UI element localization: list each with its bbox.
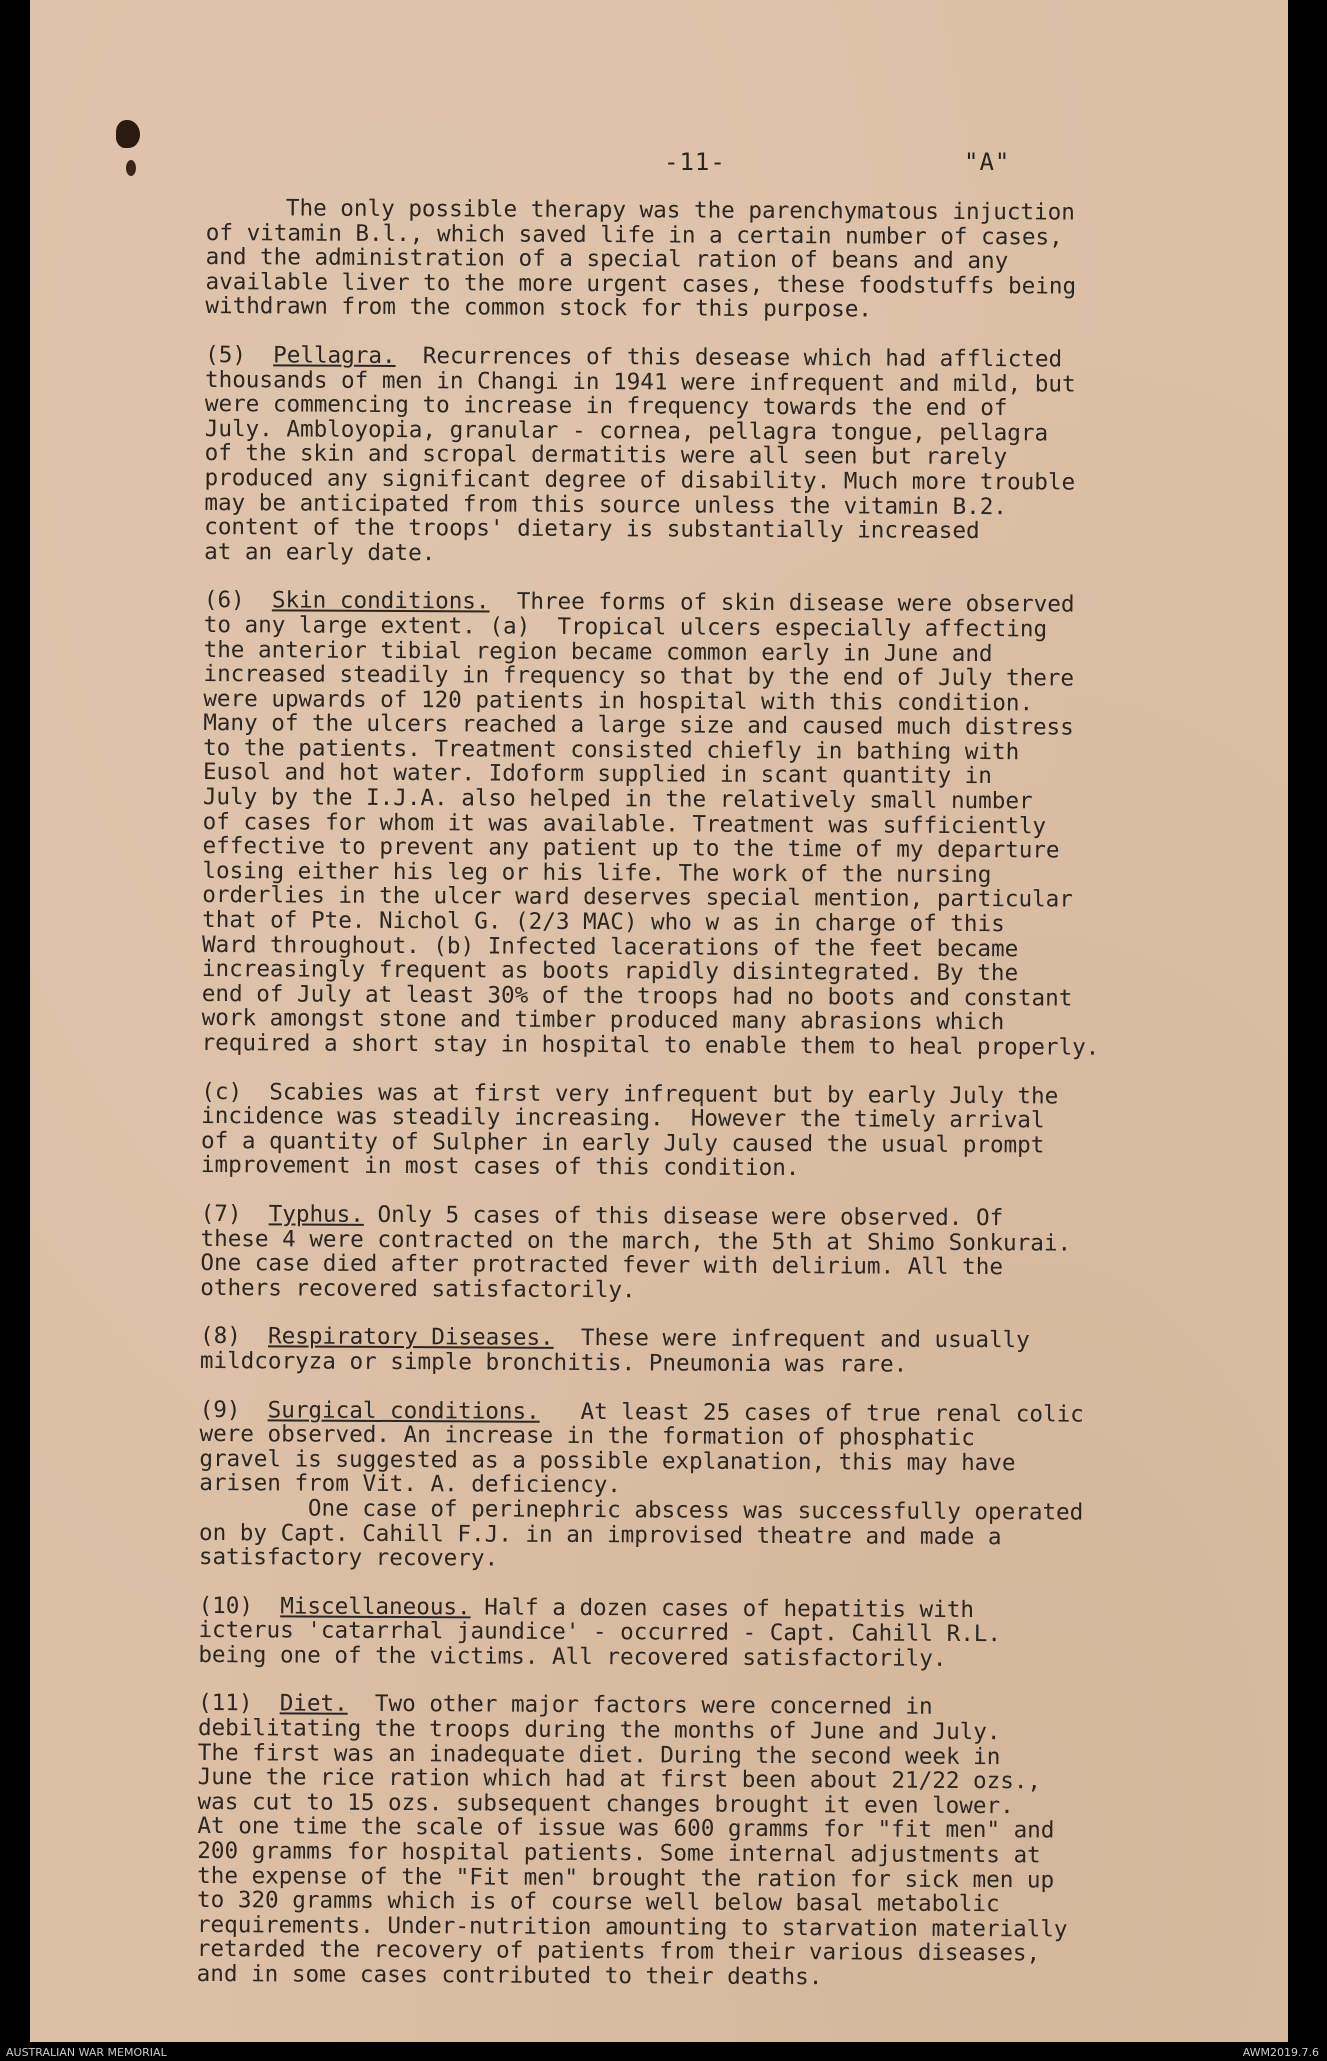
footer-reference: AWM2019.7.6 [1242,2046,1319,2059]
text-line: these 4 were contracted on the march, the 5th at Shimo Sonkurai. [200,1225,1072,1257]
text-line: of vitamin B.l., which saved life in a certain number of cases, [205,219,1063,251]
text-line: Eusol and hot water. Idoform supplied in scant quantity in [202,759,992,790]
text-line: icterus 'catarrhal jaundice' - occurred - Capt. Cahill R.L. [198,1617,1002,1648]
text-line: 200 gramms for hospital patients. Some internal adjustments at [197,1838,1041,1869]
text-line: was cut to 15 ozs. subsequent changes brought it even lower. [197,1788,1014,1820]
text-line: satisfactory recovery. [198,1544,499,1572]
text-line: One case died after protracted fever with delirium. All the [200,1250,1004,1281]
paragraph [200,1324,1180,1378]
text-line: (11) Diet. Two other major factors were concerned in [198,1690,933,1721]
text-line: to the patients. Treatment consisted chiefly in bathing with [203,734,1020,766]
text-line: others recovered satisfactorily. [200,1274,636,1304]
text-line: (9) Surgical conditions. At least 25 cases of true renal colic [199,1396,1084,1428]
text-line: required a short stay in hospital to enable them to heal properly. [201,1029,1100,1061]
text-line: At one time the scale of issue was 600 gramms for "fit men" and [197,1813,1055,1844]
annex-label: "A" [964,148,1011,176]
text-line: end of July at least 30% of the troops had no boots and constant [201,980,1073,1012]
text-line: produced any significant degree of disability. Much more trouble [204,464,1076,496]
text-line: at an early date. [204,538,436,566]
paragraph [197,1691,1179,1991]
text-line: the anterior tibial region became common early in June and [203,636,993,667]
text-line: to any large extent. (a) Tropical ulcers especially affecting [203,611,1048,643]
text-line: improvement in most cases of this condition. [200,1152,800,1182]
text-line: July. Ambloyopia, granular - cornea, pellagra tongue, pellagra [204,415,1049,447]
text-line: The first was an inadequate diet. During the second week in [197,1739,1001,1770]
text-line: were upwards of 120 patients in hospital with this condition. [203,685,1034,717]
document-body [196,196,1185,2016]
section-heading: Miscellaneous. [280,1593,471,1621]
section-heading: Respiratory Diseases. [267,1323,554,1352]
text-line: requirements. Under-nutrition amounting to starvation materially [196,1911,1068,1943]
text-line: effective to prevent any patient up to the time of my departure [202,833,1060,864]
text-line: One case of perinephric abscess was successfully operated [199,1494,1084,1526]
punch-hole [116,120,140,148]
text-line: Many of the ulcers reached a large size and caused much distress [203,710,1074,741]
paragraph [204,343,1185,569]
footer-institution: AUSTRALIAN WAR MEMORIAL [6,2046,167,2059]
text-line: June the rice ration which had at first been about 21/22 ozs., [197,1764,1042,1795]
section-heading: Surgical conditions. [267,1396,540,1425]
text-line: mildcoryza or simple bronchitis. Pneumonia was rare. [199,1347,908,1378]
text-line: arisen from Vit. A. deficiency. [199,1470,622,1499]
text-line: gravel is suggested as a possible explanation, this may have [199,1445,1016,1476]
text-line: July by the I.J.A. also helped in the relatively small number [202,784,1033,815]
text-line: on by Capt. Cahill F.J. in an improvised theatre and made a [198,1519,1002,1550]
text-line: and the administration of a special ration of beans and any [205,244,1009,275]
paragraph [201,588,1183,1060]
text-line: may be anticipated from this source unless the vitamin B.2. [204,489,1008,520]
paragraph [198,1594,1178,1673]
text-line: content of the troops' dietary is substantially increased [204,514,980,545]
text-line: of a quantity of Sulpher in early July caused the usual prompt [200,1127,1045,1159]
text-line: work amongst stone and timber produced many abrasions which [201,1005,1005,1036]
paragraph [199,1398,1180,1575]
text-line: available liver to the more urgent cases, these foodstuffs being [205,268,1077,300]
text-line: (c) Scabies was at first very infrequent but by early July the [201,1078,1059,1110]
text-line: (7) Typhus. Only 5 cases of this disease were observed. Of [200,1200,1004,1232]
punch-hole-damage [126,160,136,176]
paragraph [200,1202,1181,1306]
text-line: that of Pte. Nichol G. (2/3 MAC) who w as in charge of this [202,907,1005,938]
text-line: of cases for whom it was available. Treatment was sufficiently [202,808,1047,840]
text-line: (5) Pellagra. Recurrences of this desease which had afflicted [205,341,1063,373]
text-line: The only possible therapy was the parenchymatous injuction [285,195,1075,226]
page-number: -11- [664,148,726,176]
section-heading: Typhus. [268,1201,364,1228]
paragraph [205,196,1186,324]
text-line: (6) Skin conditions. Three forms of skin disease were observed [203,587,1075,618]
text-line: thousands of men in Changi in 1941 were infrequent and mild, but [204,366,1076,398]
text-line: orderlies in the ulcer ward deserves special mention, particular [202,882,1073,913]
text-line: were commencing to increase in frequency towards the end of [204,391,1008,422]
text-line: of the skin and scropal dermatitis were all seen but rarely [204,440,1008,471]
text-line: increased steadily in frequency so that by the end of July there [203,661,1075,692]
text-line: and in some cases contributed to their deaths. [196,1960,823,1991]
text-line: retarded the recovery of patients from their various diseases, [196,1936,1041,1967]
text-line: were observed. An increase in the formation of phosphatic [199,1421,975,1452]
section-heading: Diet. [279,1690,348,1718]
text-line: losing either his leg or his life. The work of the nursing [202,857,992,888]
text-line: the expense of the "Fit men" brought the ration for sick men up [197,1862,1055,1894]
text-line: (8) Respiratory Diseases. These were infrequent and usually [199,1323,1030,1354]
text-line: increasingly frequent as boots rapidly disintegrated. By the [201,956,1019,987]
text-line: incidence was steadily increasing. However the timely arrival [201,1103,1045,1134]
text-line: withdrawn from the common stock for this purpose. [205,293,873,323]
text-line: being one of the victims. All recovered satisfactorily. [198,1641,947,1672]
text-line: (10) Miscellaneous. Half a dozen cases of hepatitis with [198,1592,975,1623]
text-line: debilitating the troops during the months of June and July. [197,1715,1001,1746]
text-line: Ward throughout. (b) Infected lacerations of the feet became [202,931,1019,962]
paragraph [201,1080,1182,1184]
section-heading: Skin conditions. [271,587,490,615]
section-heading: Pellagra. [273,342,396,369]
text-line: to 320 gramms which is of course well below basal metabolic [197,1887,1000,1918]
